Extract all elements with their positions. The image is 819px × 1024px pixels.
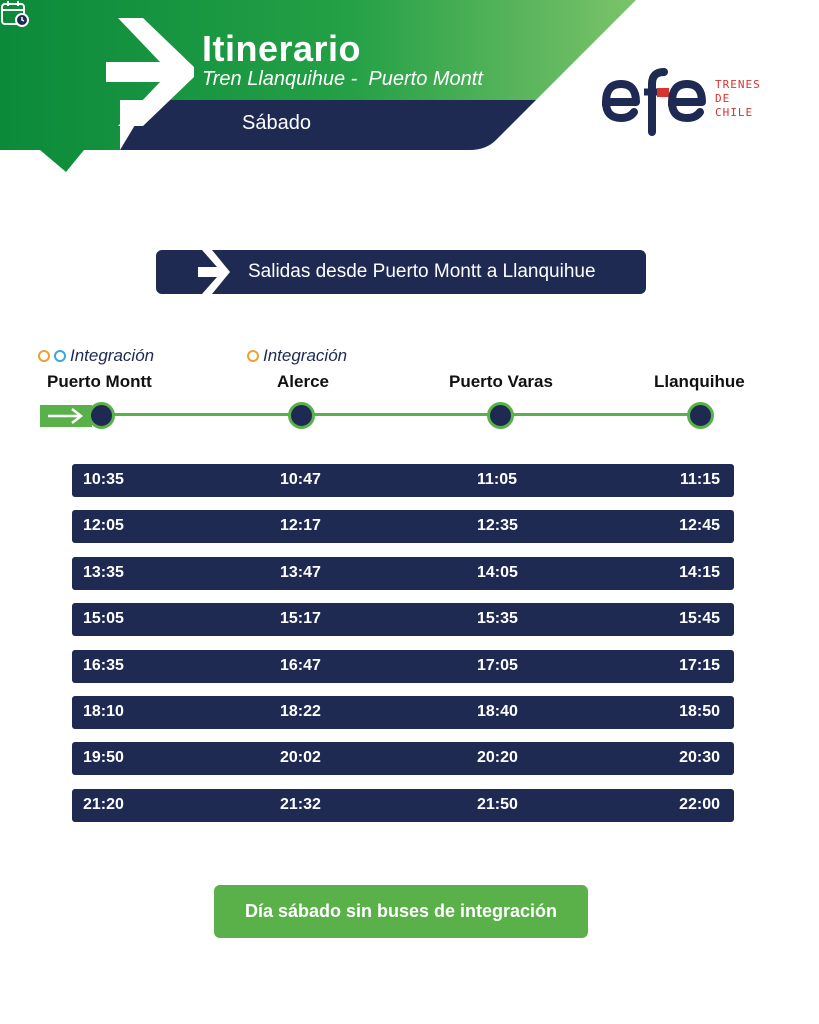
- station-llanquihue: Llanquihue: [654, 372, 745, 391]
- station-node: [487, 402, 514, 429]
- integration-label: Integración: [70, 346, 155, 365]
- time-cell: 12:05: [83, 517, 124, 535]
- station-node: [288, 402, 315, 429]
- time-cell: 21:32: [280, 795, 321, 813]
- time-cell: 21:20: [83, 795, 124, 813]
- route-subtitle: Tren Llanquihue - Puerto Montt: [202, 68, 483, 90]
- table-row: [72, 557, 734, 590]
- time-cell: 15:45: [679, 610, 720, 628]
- logo-line: CHILE: [715, 106, 754, 119]
- efe-logo-mark: [602, 66, 706, 136]
- table-row: [72, 742, 734, 775]
- time-cell: 22:00: [679, 795, 720, 813]
- station-node: [687, 402, 714, 429]
- time-cell: 18:22: [280, 702, 321, 720]
- table-row: [72, 510, 734, 543]
- time-cell: 15:05: [83, 610, 124, 628]
- integration-notice-badge: Día sábado sin buses de integración: [214, 885, 588, 938]
- time-cell: 14:05: [477, 563, 518, 581]
- table-row: [72, 696, 734, 729]
- station-node: [88, 402, 115, 429]
- direction-label: Salidas desde Puerto Montt a Llanquihue: [248, 261, 596, 282]
- calendar-clock-icon: [0, 0, 30, 28]
- table-row: [72, 603, 734, 636]
- time-cell: 13:35: [83, 563, 124, 581]
- integration-note-alerce: [247, 346, 347, 366]
- table-row: [72, 464, 734, 497]
- direction-banner: [156, 250, 646, 294]
- orange-ring-icon: [247, 350, 259, 362]
- time-cell: 15:35: [477, 610, 518, 628]
- time-cell: 15:17: [280, 610, 321, 628]
- time-cell: 20:20: [477, 749, 518, 767]
- time-cell: 20:02: [280, 749, 321, 767]
- logo-wordmark: [715, 78, 775, 120]
- time-cell: 13:47: [280, 563, 321, 581]
- time-cell: 10:47: [280, 471, 321, 488]
- time-cell: 11:15: [679, 471, 720, 488]
- time-cell: 20:30: [679, 749, 720, 767]
- route-line: [100, 413, 702, 416]
- time-cell: 12:17: [280, 517, 321, 535]
- logo-line: DE: [715, 92, 731, 105]
- logo-line: TRENES: [715, 78, 761, 91]
- efe-logo: [602, 66, 772, 136]
- arrow-right-icon: [46, 407, 86, 425]
- time-cell: 12:45: [679, 517, 720, 535]
- time-cell: 17:15: [679, 656, 720, 674]
- station-alerce: Alerce: [277, 372, 329, 391]
- station-puerto-montt: Puerto Montt: [47, 372, 152, 391]
- time-cell: 17:05: [477, 656, 518, 674]
- time-cell: 18:40: [477, 702, 518, 720]
- route-start-marker: [40, 405, 92, 427]
- time-cell: 21:50: [477, 795, 518, 813]
- schedule-table: [72, 464, 734, 835]
- time-cell: 11:05: [477, 471, 518, 488]
- station-puerto-varas: Puerto Varas: [449, 372, 553, 391]
- time-cell: 10:35: [83, 471, 124, 488]
- orange-ring-icon: [38, 350, 50, 362]
- time-cell: 14:15: [679, 563, 720, 581]
- table-row: [72, 789, 734, 822]
- time-cell: 18:10: [83, 702, 124, 720]
- time-cell: 19:50: [83, 749, 124, 767]
- integration-note-puerto-montt: [38, 346, 154, 366]
- time-cell: 16:47: [280, 656, 321, 674]
- blue-ring-icon: [54, 350, 66, 362]
- table-row: [72, 650, 734, 683]
- time-cell: 16:35: [83, 656, 124, 674]
- page-title: Itinerario: [202, 28, 362, 69]
- day-label: Sábado: [242, 112, 311, 134]
- arrow-right-icon: [196, 250, 232, 294]
- integration-label: Integración: [263, 346, 348, 365]
- time-cell: 18:50: [679, 702, 720, 720]
- time-cell: 12:35: [477, 517, 518, 535]
